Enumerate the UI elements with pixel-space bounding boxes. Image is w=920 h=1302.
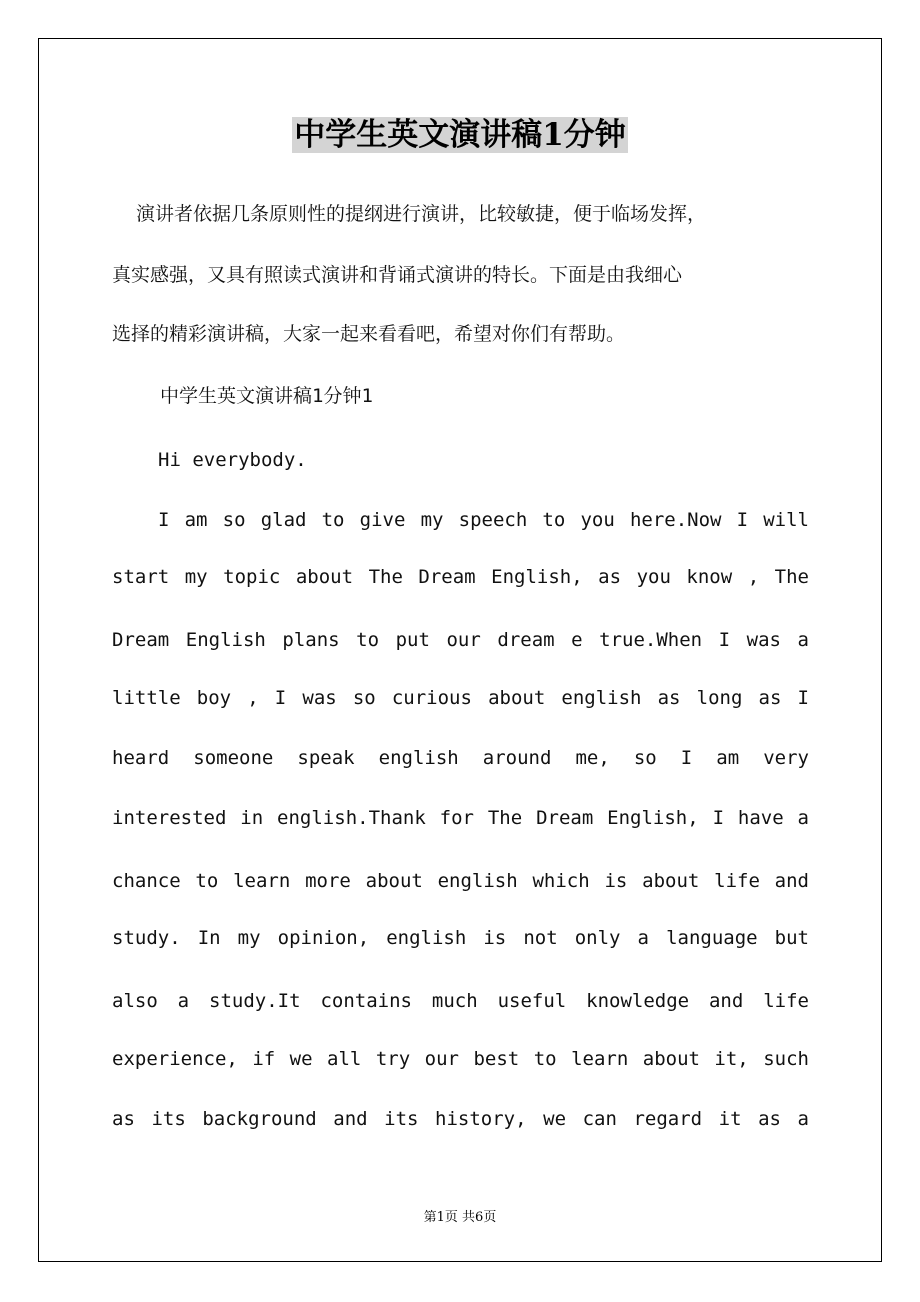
section-heading: 中学生英文演讲稿1分钟1 (160, 385, 373, 407)
greeting-line: Hi everybody. (158, 449, 307, 471)
document-title-text: 中学生英文演讲稿1分钟 (294, 117, 626, 153)
intro-line-3: 选择的精彩演讲稿，大家一起来看看吧，希望对你们有帮助。 (112, 323, 626, 345)
document-title (0, 112, 920, 158)
body-line-6: interested in english.Thank for The Dream English, I have a (112, 807, 809, 829)
body-line-7: chance to learn more about english which is about life and (112, 870, 809, 892)
body-line-9: also a study.It contains much useful knowledge and life (112, 990, 809, 1012)
body-line-10: experience, if we all try our best to learn about it, such (112, 1048, 809, 1070)
body-line-8: study. In my opinion, english is not only a language but (112, 927, 809, 949)
intro-line-2: 真实感强，又具有照读式演讲和背诵式演讲的特长。下面是由我细心 (112, 264, 683, 286)
body-line-3: Dream English plans to put our dream e true.When I was a (112, 629, 809, 651)
intro-line-1: 演讲者依据几条原则性的提纲进行演讲，比较敏捷，便于临场发挥， (136, 203, 707, 225)
body-line-11: as its background and its history, we can regard it as a (112, 1108, 809, 1130)
body-line-2: start my topic about The Dream English, as you know , The (112, 566, 809, 588)
page-footer: 第1页 共6页 (423, 1210, 497, 1225)
body-line-1: I am so glad to give my speech to you here.Now I will (158, 509, 809, 531)
body-line-5: heard someone speak english around me, so I am very (112, 747, 809, 769)
body-line-4: little boy , I was so curious about english as long as I (112, 687, 809, 709)
